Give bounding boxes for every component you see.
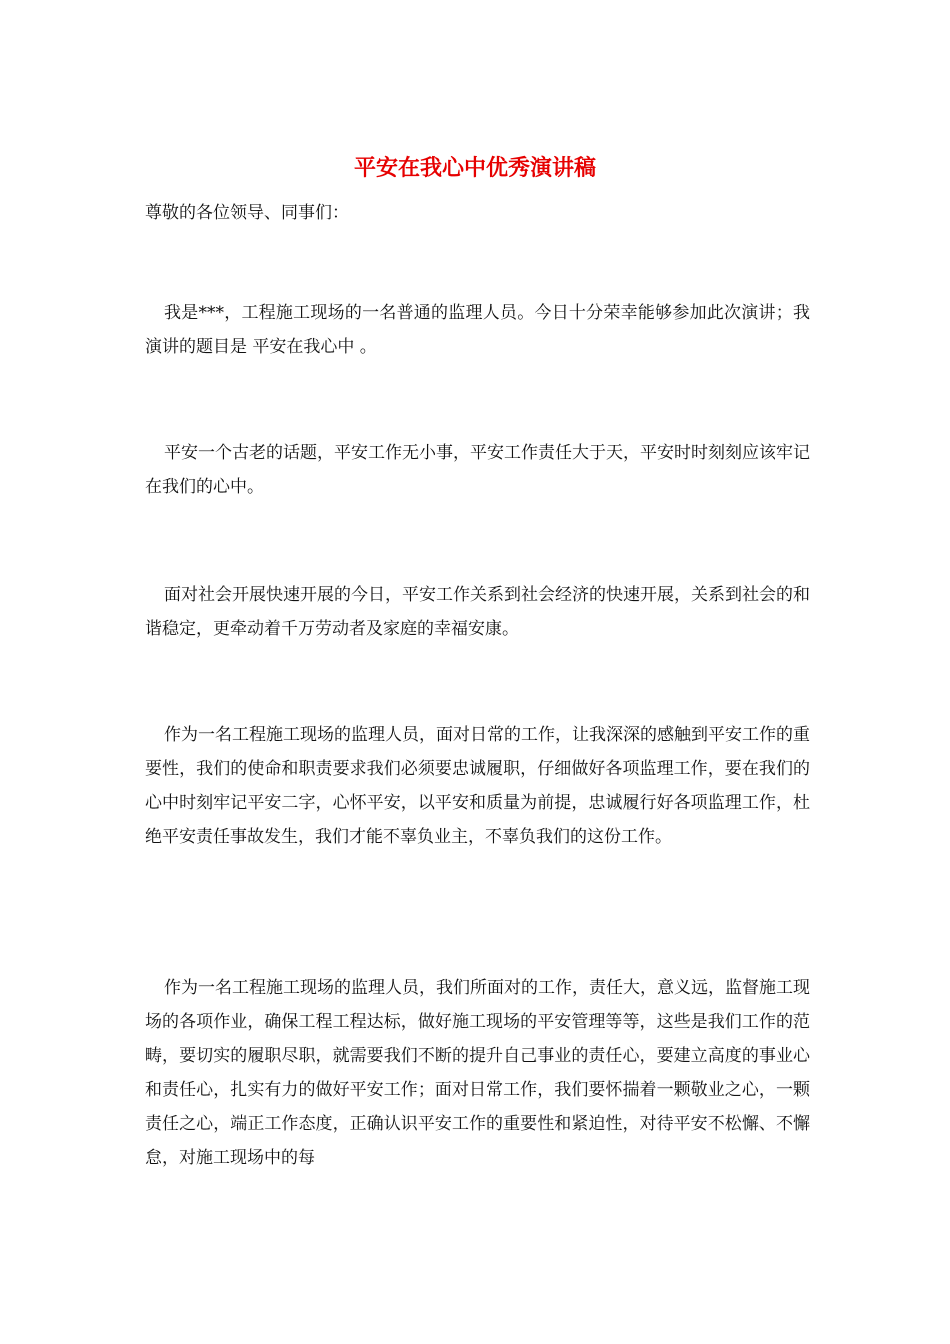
paragraph-3: 面对社会开展快速开展的今日，平安工作关系到社会经济的快速开展，关系到社会的和谐稳定，更牵动着千万劳动者及家庭的幸福安康。: [145, 585, 810, 639]
document-title: 平安在我心中优秀演讲稿: [353, 155, 596, 181]
paragraph-5: 作为一名工程施工现场的监理人员，我们所面对的工作，责任大，意义远，监督施工现场的各项作业，确保工程工程达标，做好施工现场的平安管理等等，这些是我们工作的范畴，要切实的履职尽职，就需要我们不断的提升自己事业的责任心，要建立高度的事业心和责任心，扎实有力的做好平安工作；面对日常工作，我们要怀揣着一颗敬业之心，一颗责任之心，端正工作态度，正确认识平安工作的重要性和紧迫性，对待平安不松懈、不懈怠，对施工现场中的每: [145, 978, 810, 1168]
paragraph-4: 作为一名工程施工现场的监理人员，面对日常的工作，让我深深的感触到平安工作的重要性，我们的使命和职责要求我们必须要忠诚履职，仔细做好各项监理工作，要在我们的心中时刻牢记平安二字，心怀平安，以平安和质量为前提，忠诚履行好各项监理工作，杜绝平安责任事故发生，我们才能不辜负业主，不辜负我们的这份工作。: [145, 725, 810, 847]
salutation: 尊敬的各位领导、同事们：: [145, 203, 349, 223]
paragraph-1: 我是***，工程施工现场的一名普通的监理人员。今日十分荣幸能够参加此次演讲；我演讲的题目是 平安在我心中 。: [145, 303, 810, 357]
paragraph-2: 平安一个古老的话题，平安工作无小事，平安工作责任大于天，平安时时刻刻应该牢记在我们的心中。: [145, 443, 810, 497]
